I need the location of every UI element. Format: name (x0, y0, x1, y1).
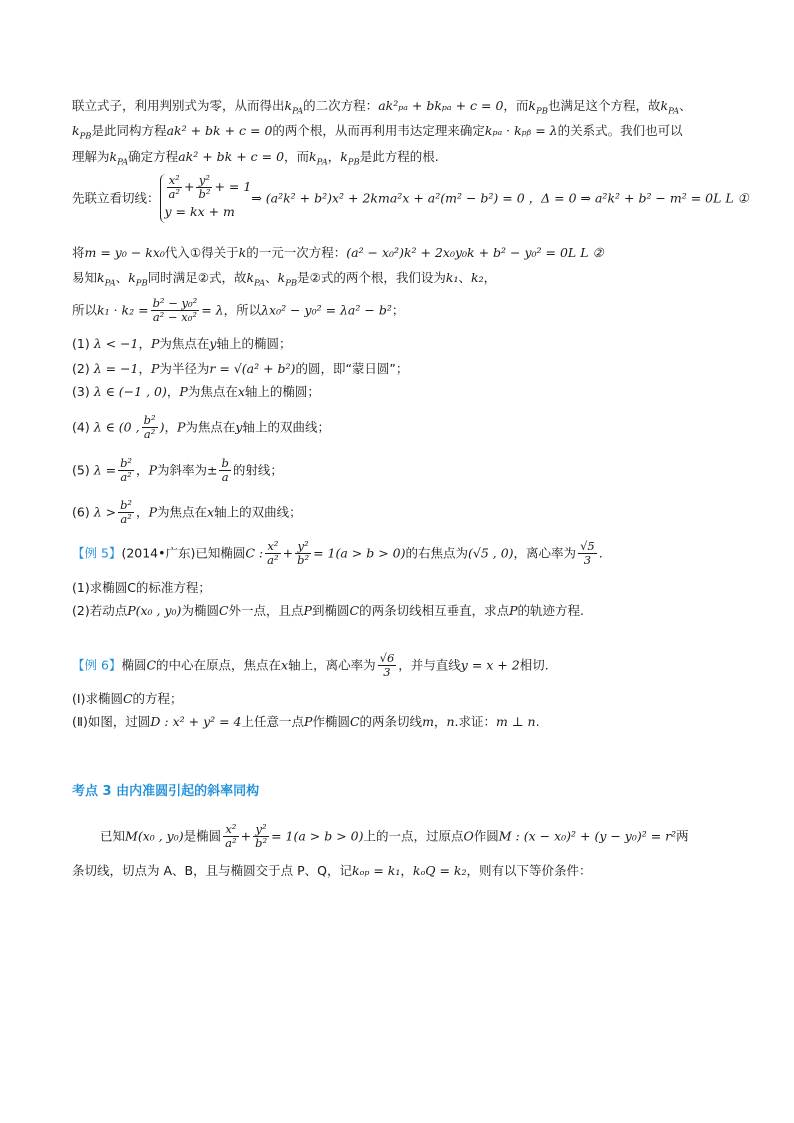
math-k-pb: k (72, 123, 80, 138)
math-line: y = x + 2 (460, 657, 520, 673)
math-equation: ak² + bk + c = 0 (166, 123, 273, 138)
math-point-M: M(x₀ , y₀) (125, 828, 184, 844)
case-condition: λ = (93, 462, 117, 478)
substitution-line (72, 243, 604, 263)
math-circle: D : x² + y² = 4 (150, 714, 242, 729)
numerator: b² (120, 498, 133, 512)
text: 的轨迹方程. (517, 603, 584, 618)
math-axis: y (235, 419, 243, 435)
fraction (378, 652, 397, 679)
math-axis: x (281, 657, 289, 673)
case-5 (72, 457, 283, 484)
math-C: C (349, 714, 360, 729)
example-6-tag: 【例 6】 (72, 657, 122, 673)
numerator: b² − y₀² (152, 296, 198, 310)
text: ，离心率为 (513, 545, 577, 561)
math-sub: PB (135, 278, 148, 289)
math-axis: x (207, 504, 215, 520)
text: 的两条切线 (359, 714, 423, 729)
math-P: P (304, 714, 313, 729)
math-eq-lambda: = λ (201, 302, 224, 318)
text: 为焦点在 (187, 384, 238, 399)
case-number: (4) (72, 419, 94, 435)
case-4 (72, 414, 330, 441)
fraction (167, 174, 182, 201)
text: 是此方程的根. (359, 149, 439, 164)
case-1 (72, 334, 292, 354)
text: 到椭圆 (311, 603, 350, 618)
denominator: 3 (383, 665, 391, 679)
case-number: (1) (72, 336, 94, 351)
section-3-line-2 (72, 861, 592, 881)
plus-sign: + (183, 179, 195, 194)
text: ，所以 (223, 302, 262, 318)
text: 为斜率为 (156, 462, 207, 478)
example-6-statement (72, 652, 549, 679)
text: 将 (72, 245, 85, 260)
example-5-question-1 (72, 578, 211, 598)
numerator: √6 (379, 651, 395, 665)
denominator: b² (198, 187, 211, 201)
math-equation: (a² − x₀²)k² + 2x₀y₀k + b² − y₀² = 0L L ② (346, 245, 604, 260)
example-5-tag: 【例 5】 (72, 545, 122, 561)
math-radius: r = √(a² + b²) (209, 361, 296, 376)
case-number: (6) (72, 504, 94, 520)
text: 的二次方程： (303, 98, 379, 113)
roots-line (72, 268, 496, 294)
text: 、 (458, 270, 471, 285)
denominator: a² (267, 553, 279, 567)
text: 轴上的椭圆； (244, 384, 320, 399)
text: 是此同构方程 (91, 123, 167, 138)
example-5-question-2 (72, 601, 584, 621)
product-line (72, 297, 404, 324)
math-lhs: k₁ · k₂ = (97, 302, 149, 318)
system-eq-tail: + = 1 (214, 179, 252, 194)
math-sub: PA (316, 157, 328, 168)
text: 作椭圆 (312, 714, 350, 729)
fraction (219, 457, 230, 484)
text: ， (327, 149, 341, 164)
numerator: x² (223, 823, 238, 837)
case-3 (72, 382, 320, 402)
numerator: √5 (580, 539, 595, 553)
fraction (151, 297, 200, 324)
fraction (578, 540, 597, 567)
text: 的中心在原点，焦点在 (156, 657, 282, 673)
denominator: a² (120, 512, 132, 526)
math-plus-minus: ± (207, 462, 218, 478)
text: ，而 (284, 149, 310, 164)
math-condition: = 1(a > b > 0) (313, 545, 406, 561)
math-k-pb: k (528, 98, 536, 113)
case-condition: λ > (93, 504, 117, 520)
case-number: (3) (72, 384, 94, 399)
math-C: C (218, 603, 229, 618)
math-equation: λx₀² − y₀² = λa² − b² (261, 302, 392, 318)
text: ， (136, 504, 149, 520)
text: ， (433, 714, 447, 729)
numerator: x² (265, 540, 280, 554)
text: 的一元一次方程： (246, 245, 347, 260)
math-delta: Δ = 0 ⇒ a²k² + b² − m² = 0L L ① (541, 190, 749, 206)
math-O: O (463, 828, 474, 844)
text: 、 (115, 270, 129, 285)
math-point: P(x₀ , y₀) (127, 603, 182, 618)
denominator: a² (143, 427, 156, 441)
text: .求证： (454, 714, 496, 729)
text: 的关系式。我们也可以 (557, 123, 683, 138)
text: 的射线； (232, 462, 283, 478)
section-3-heading: 考点 3 由内准圆引起的斜率同构 (72, 784, 260, 799)
math-sub: PA (254, 278, 266, 289)
math-k1: k₁ (445, 270, 459, 285)
math-k: k (238, 245, 247, 260)
text: ， (483, 270, 497, 285)
text: (Ⅰ)求椭圆 (72, 691, 123, 706)
text: 是②式的两个根，我们设为 (297, 270, 446, 285)
text: 的方程； (132, 691, 183, 706)
math-C: C (146, 657, 157, 673)
example-5-statement (72, 540, 603, 567)
math-C: C : (245, 545, 264, 561)
text: 代入①得关于 (164, 245, 239, 260)
case-condition: λ < −1 (93, 336, 139, 351)
case-condition: λ ∈ (−1 , 0) (93, 384, 167, 399)
text: ，则有以下等价条件： (466, 863, 592, 878)
text: 轴上的椭圆； (216, 336, 292, 351)
math-sub: PA (668, 106, 680, 117)
text: 作圆 (473, 828, 499, 844)
case-2 (72, 359, 408, 379)
math-C: C (122, 691, 133, 706)
text: ， (400, 863, 413, 878)
math-P: P (179, 384, 188, 399)
denominator: a² (168, 187, 180, 201)
math-sub: PB (79, 131, 92, 142)
math-C: C (349, 603, 360, 618)
text: ，而 (503, 98, 529, 113)
fraction (223, 823, 238, 850)
text: . (535, 714, 540, 729)
denominator: b² (297, 553, 310, 567)
plus-sign: + (282, 545, 294, 561)
math-sub: PA (292, 106, 304, 117)
fraction (265, 540, 280, 567)
text: 已知 (100, 828, 126, 844)
math-k-pa: k (246, 270, 255, 285)
math-k-pa: k (284, 98, 293, 113)
paragraph-line-3 (72, 147, 439, 173)
text: 条切线，切点为 A、B，且与椭圆交于点 P、Q，记 (72, 863, 352, 878)
text: (2)若动点 (72, 603, 128, 618)
math-implication: ⇒ (a²k² + b²)x² + 2kma²x + a²(m² − b²) = 0 ， (251, 190, 542, 206)
fraction (196, 174, 212, 201)
text: 的两个根，从而再利用韦达定理来确定 (272, 123, 485, 138)
math-P: P (303, 603, 312, 618)
math-k-oq: kₒQ = k₂ (412, 863, 467, 878)
math-P: P (176, 419, 186, 435)
text: ，并与直线 (398, 657, 461, 673)
fraction (295, 540, 311, 567)
paragraph-line-2 (72, 121, 683, 147)
denominator: a² (225, 836, 237, 850)
text: 轴上的双曲线； (242, 419, 330, 435)
math-substitution: m = y₀ − kx₀ (84, 245, 165, 260)
text: 相切. (519, 657, 549, 673)
math-k-pb: k (277, 270, 286, 285)
math-sub: PA (117, 157, 129, 168)
case-number: (2) (72, 361, 94, 376)
math-k-pa: k (309, 149, 317, 164)
text: 理解为 (72, 149, 110, 164)
text: 上的一点，过原点 (363, 828, 464, 844)
math-focus: (√5 , 0) (468, 545, 514, 561)
fraction (118, 499, 134, 526)
text: 、 (265, 270, 278, 285)
text: 轴上的双曲线； (214, 504, 302, 520)
math-perpendicular: m ⊥ n (495, 714, 536, 729)
numerator: y² (295, 540, 311, 554)
math-k-pa: k (109, 149, 118, 164)
text: 、 (679, 98, 692, 113)
text: 也满足这个方程，故 (547, 98, 661, 113)
text: 两 (676, 828, 689, 844)
text: . (598, 545, 603, 561)
text: 上任意一点 (241, 714, 305, 729)
math-P: P (148, 462, 157, 478)
text: ， (136, 462, 149, 478)
numerator: b² (120, 456, 133, 470)
math-sub: PB (285, 278, 298, 289)
text: 为半径为 (159, 361, 210, 376)
math-P: P (509, 603, 518, 618)
math-k-pb: k (340, 149, 348, 164)
math-equation: ak² + bk + c = 0 (178, 149, 285, 164)
case-condition: λ ∈ (0 , (93, 419, 140, 435)
math-k2: k₂ (471, 270, 484, 285)
fraction (118, 457, 134, 484)
numerator: y² (196, 174, 212, 188)
math-k-op: kₒₚ = k₁ (351, 863, 401, 878)
equation-system (160, 174, 252, 223)
denominator: a² − x₀² (152, 310, 197, 324)
text: ； (391, 302, 405, 318)
tangent-system-line (72, 174, 749, 223)
section-3-line-1 (100, 823, 689, 850)
fraction (253, 823, 269, 850)
text: 所以 (72, 302, 98, 318)
math-P: P (148, 504, 157, 520)
numerator: x² (167, 174, 182, 188)
denominator: a² (120, 470, 132, 484)
text: (1)求椭圆C的标准方程； (72, 580, 211, 595)
denominator: 3 (583, 553, 592, 567)
text: 的右焦点为 (405, 545, 468, 561)
math-condition: = 1(a > b > 0) (271, 828, 364, 844)
text: ， (166, 384, 180, 399)
denominator: b² (255, 836, 268, 850)
text: (2014•广东)已知椭圆 (121, 545, 246, 561)
text: 为椭圆 (181, 603, 219, 618)
text: 外一点，且点 (228, 603, 304, 618)
text: 联立式子，利用判别式为零，从而得出 (72, 98, 285, 113)
text: ， (138, 336, 151, 351)
math-n: n (446, 714, 455, 729)
math-sub: PB (347, 157, 360, 168)
text: 先联立看切线： (72, 190, 160, 206)
text: 是椭圆 (183, 828, 222, 844)
text: 轴上，离心率为 (288, 657, 376, 673)
math-axis: x (237, 384, 245, 399)
numerator: y² (253, 823, 269, 837)
text: 椭圆 (121, 657, 147, 673)
numerator: b (221, 456, 229, 470)
text: ， (164, 419, 177, 435)
math-P: P (150, 361, 160, 376)
fraction (142, 414, 158, 441)
math-k-pa: k (660, 98, 669, 113)
example-6-question-2 (72, 712, 540, 732)
system-row-2: y = kx + m (164, 204, 235, 219)
text: 为焦点在 (185, 419, 236, 435)
math-circle: M : (x − x₀)² + (y − y₀)² = r² (498, 828, 677, 844)
text: 为焦点在 (156, 504, 207, 520)
math-k-pb: k (128, 270, 136, 285)
system-row-1 (165, 174, 252, 201)
text: ， (138, 361, 151, 376)
math-product: kₚₐ · kₚᵦ = λ (484, 123, 558, 138)
text: (Ⅱ)如图，过圆 (72, 714, 151, 729)
case-number: (5) (72, 462, 94, 478)
paren-close: ) (159, 419, 165, 435)
example-6-question-1 (72, 689, 183, 709)
text: 易知 (72, 270, 98, 285)
text: 同时满足②式，故 (147, 270, 247, 285)
math-sub: PB (536, 106, 548, 117)
case-condition: λ = −1 (93, 361, 139, 376)
text: 确定方程 (128, 149, 179, 164)
math-P: P (150, 336, 160, 351)
math-axis: y (209, 336, 217, 351)
math-k-pa: k (97, 270, 105, 285)
math-sub: PA (104, 278, 116, 289)
denominator: a (221, 470, 229, 484)
math-equation: ak²ₚₐ + bkₚₐ + c = 0 (378, 98, 504, 113)
plus-sign: + (240, 828, 252, 844)
text: 为焦点在 (159, 336, 210, 351)
text: 的圆，即“蒙日圆”； (295, 361, 409, 376)
case-6 (72, 499, 302, 526)
text: 的两条切线相互垂直，求点 (359, 603, 510, 618)
math-m: m (422, 714, 434, 729)
paragraph-line-1 (72, 96, 692, 122)
numerator: b² (143, 413, 156, 427)
